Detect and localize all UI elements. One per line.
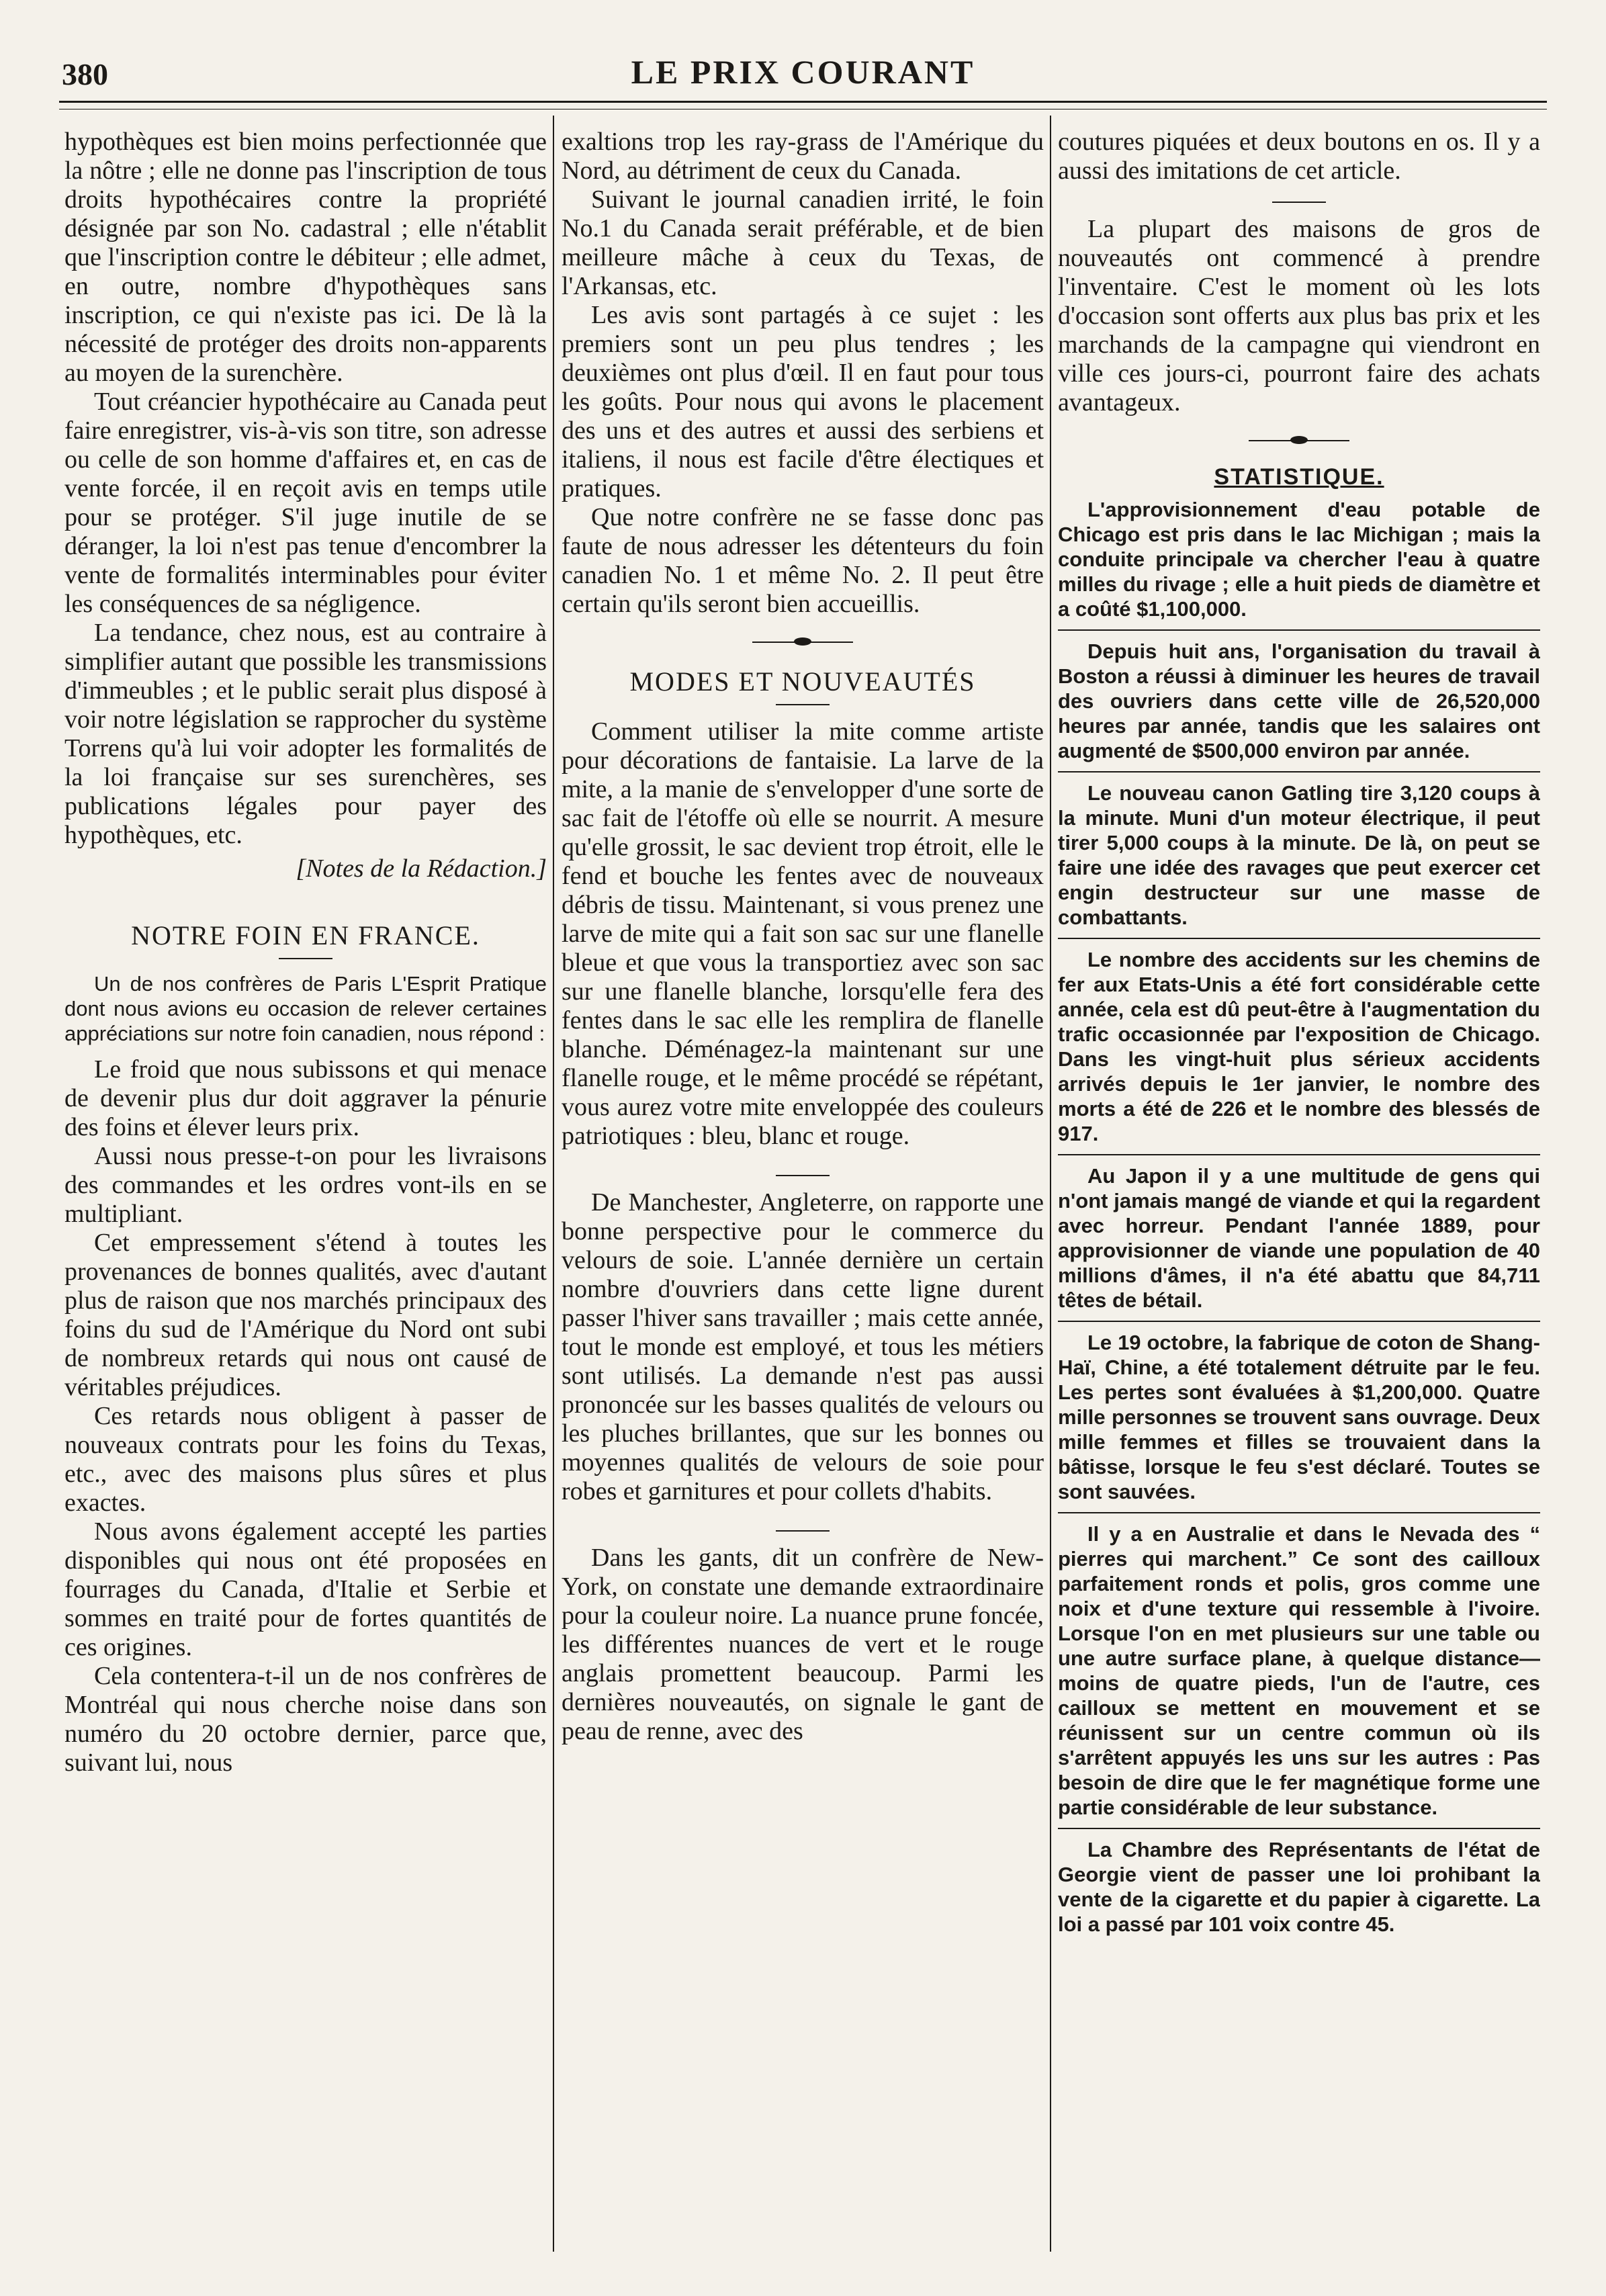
paragraph: Nous avons également accepté les parties disponibles qui nous ont été proposées en fourrages du Canada, d'Italie et Serbie et sommes en traité pour de fortes quantités de ces origines.	[64, 1517, 547, 1661]
paragraph: hypothèques est bien moins perfectionnée que la nôtre ; elle ne donne pas l'inscription de tous droits hypothécaires contre la propriété désignée par son No. cadastral ; elle n'établit que l'inscription contre le débiteur ; elle admet, en outre, nombre d'hypothèques sans inscription, ce qui n'existe pas ici. De là la nécessité de protéger des droits non-apparents au moyen de la surenchère.	[64, 128, 547, 387]
divider	[1058, 771, 1540, 772]
paragraph: Tout créancier hypothécaire au Canada peut faire enregistrer, vis-à-vis son titre, son adresse ou celle de son homme d'affaires et, en cas de vente forcée, il en reçoit avis en temps utile pour se protéger. S'il juge inutile de se déranger, la loi n'est pas tenue d'encombrer la vente de formalités interminables pour éviter les conséquences de sa négligence.	[64, 388, 547, 618]
divider	[279, 958, 332, 959]
stat-item: Le nombre des accidents sur les chemins de fer aux Etats-Unis a été fort considérable cette année, cela est dû peut-être à l'augmentation du trafic occasionnée par l'exposition de Chicago. Dans les vingt-huit plus sérieux accidents arrivés depuis le 1er janvier, le nombre des morts a été de 226 et le nombre des blessés de 917.	[1058, 948, 1540, 1145]
stat-item: Le nouveau canon Gatling tire 3,120 coups à la minute. Muni d'un moteur électrique, il peut tirer 5,000 coups à la minute. De là, on peut se faire une idée des ravages que peut exercer cet engin destructeur sur une masse de combattants.	[1058, 781, 1540, 929]
column-3	[1058, 128, 1540, 2257]
divider	[1058, 1154, 1540, 1155]
paragraph: Suivant le journal canadien irrité, le foin No.1 du Canada serait préférable, et de bien meilleure mâche à ceux du Texas, de l'Arkansas, etc.	[562, 185, 1044, 300]
divider	[776, 1175, 830, 1176]
divider	[1058, 1828, 1540, 1829]
column-1	[64, 128, 547, 2257]
signature: [Notes de la Rédaction.]	[296, 854, 547, 883]
section-heading: MODES ET NOUVEAUTÉS	[629, 666, 976, 697]
paragraph: Que notre confrère ne se fasse donc pas faute de nous adresser les détenteurs du foin canadien No. 1 et même No. 2. Il peut être certain qu'ils seront bien accueillis.	[562, 503, 1044, 618]
paragraph: Dans les gants, dit un confrère de New-York, on constate une demande extraordinaire pour la couleur noire. La nuance prune foncée, les différentes nuances de vert et le rouge anglais promettent beaucoup. Parmi les dernières nouveautés, on signale le gant de peau de renne, avec des	[562, 1544, 1044, 1745]
stat-item: Il y a en Australie et dans le Nevada des “ pierres qui marchent.” Ce sont des cailloux parfaitement ronds et polis, gros comme une noix et d'une texture qui ressemble à l'ivoire. Lorsque l'on en met plusieurs sur une table ou une autre surface plane, à quelque distance—moins de quatre pieds, l'un de l'autre, ces cailloux se mettent en mouvement et se réunissent sur un centre commun où ils s'arrêtent appuyés les uns sur les autres : Pas besoin de dire que le fer magnétique forme une partie considérable de leur substance.	[1058, 1522, 1540, 1819]
paragraph: Cela contentera-t-il un de nos confrères de Montréal qui nous cherche noise dans son numéro du 20 octobre dernier, parce que, suivant lui, nous	[64, 1662, 547, 1777]
stat-item: La Chambre des Représentants de l'état de Georgie vient de passer une loi prohibant la vente de la cigarette et du papier à cigarette. La loi a passé par 101 voix contre 45.	[1058, 1838, 1540, 1936]
column-rule-2	[1050, 116, 1051, 2252]
paragraph: Comment utiliser la mite comme artiste pour décorations de fantaisie. La larve de la mite, a la manie de s'envelopper d'une sorte de sac fait de l'étoffe où elle se nourrit. A mesure qu'elle grossit, le sac devient trop étroit, elle le fend et bouche les fentes avec de nouveaux débris de tissu. Maintenant, si vous prenez une larve de mite qui a fait son sac sur une flanelle bleue et que vous la transportiez avec son sac sur une flanelle blanche, lorsqu'elle fera des fentes dans le sac elle les remplira de flanelle blanche. Déménagez-la maintenant sur une flanelle rouge, et le même procédé se répétant, vous aurez votre mite enveloppée des couleurs patriotiques : bleu, blanc et rouge.	[562, 717, 1044, 1150]
divider	[776, 704, 830, 705]
page-title: LE PRIX COURANT	[631, 53, 975, 91]
paragraph: Cet empressement s'étend à toutes les provenances de bonnes qualités, avec d'autant plus de raison que nos marchés principaux des foins du sud de l'Amérique du Nord ont subi de nombreux retards qui nous ont causé de véritables préjudices.	[64, 1229, 547, 1401]
divider	[776, 1530, 830, 1532]
paragraph: La tendance, chez nous, est au contraire à simplifier autant que possible les transmissions d'immeubles ; et le public serait plus disposé à voir notre législation se rapprocher du système Torrens qu'à lui voir adopter les formalités de la loi française sur ses surenchères, ses publications légales pour payer des hypothèques, etc.	[64, 619, 547, 849]
column-2	[562, 128, 1044, 2257]
paragraph: exaltions trop les ray-grass de l'Amérique du Nord, au détriment de ceux du Canada.	[562, 128, 1044, 185]
section-heading: STATISTIQUE.	[1214, 464, 1384, 490]
paragraph: La plupart des maisons de gros de nouveautés ont commencé à prendre l'inventaire. C'est le moment où les lots d'occasion sont offerts aux plus bas prix et les marchands de la campagne qui viendront en ville ces jours-ci, pourront faire des achats avantageux.	[1058, 215, 1540, 416]
divider	[1058, 938, 1540, 939]
stat-item: Au Japon il y a une multitude de gens qui n'ont jamais mangé de viande et qui la regardent avec horreur. Pendant l'année 1889, pour approvisionner de viande une population de 40 millions d'âmes, il n'a été abattu que 84,711 têtes de bétail.	[1058, 1164, 1540, 1312]
stat-item: Le 19 octobre, la fabrique de coton de Shang-Haï, Chine, a été totalement détruite par le feu. Les pertes sont évaluées à $1,200,000. Quatre mille personnes se trouvent sans ouvrage. Deux mille femmes et filles se trouvaient dans la bâtisse, lorsque le feu s'est déclaré. Toutes se sont sauvées.	[1058, 1331, 1540, 1503]
column-rule-1	[553, 116, 554, 2252]
paragraph: coutures piquées et deux boutons en os. Il y a aussi des imitations de cet article.	[1058, 128, 1540, 185]
paragraph: Aussi nous presse-t-on pour les livraisons des commandes et les ordres vont-ils en se multipliant.	[64, 1142, 547, 1228]
divider	[1058, 629, 1540, 631]
stat-item: L'approvisionnement d'eau potable de Chicago est pris dans le lac Michigan ; mais la conduite principale va chercher l'eau à quatre milles du rivage ; elle a huit pieds de diamètre et a coûté $1,100,000.	[1058, 498, 1540, 621]
ornament-divider	[1249, 437, 1349, 444]
ornament-divider	[752, 639, 853, 646]
paragraph: Ces retards nous obligent à passer de nouveaux contrats pour les foins du Texas, etc., avec des maisons plus sûres et plus exactes.	[64, 1402, 547, 1517]
paragraph: De Manchester, Angleterre, on rapporte une bonne perspective pour le commerce du velours de soie. L'année dernière un certain nombre d'ouvriers dans cette ligne durent passer l'hiver sans travailler ; mais cette année, tout le monde est employé, et tous les métiers sont utilisés. La demande n'est pas aussi prononcée sur les basses qualités de velours ou les pluches brillantes, que sur les bonnes ou moyennes qualités de velours de soie pour robes et garnitures et pour collets d'habits.	[562, 1188, 1044, 1505]
stat-item: Depuis huit ans, l'organisation du travail à Boston a réussi à diminuer les heures de travail des ouvriers dans cette ville de 26,520,000 heures par année, tandis que les salaires ont augmenté de $500,000 environ par année.	[1058, 639, 1540, 762]
page-number: 380	[62, 57, 108, 91]
divider	[1058, 1512, 1540, 1513]
divider	[1272, 202, 1326, 203]
intro-paragraph: Un de nos confrères de Paris L'Esprit Pratique dont nous avions eu occasion de relever certaines appréciations sur notre foin canadien, nous répond :	[64, 972, 547, 1045]
paragraph: Les avis sont partagés à ce sujet : les premiers sont un peu plus tendres ; les deuxièmes ont plus d'œil. Il en faut pour tous les goûts. Pour nous qui avons le placement des uns et des autres et aussi des serbiens et italiens, il nous est facile d'être électiques et pratiques.	[562, 301, 1044, 502]
section-heading: NOTRE FOIN EN FRANCE.	[131, 920, 480, 951]
paragraph: Le froid que nous subissons et qui menace de devenir plus dur doit aggraver la pénurie des foins et élever leurs prix.	[64, 1055, 547, 1141]
top-rule	[59, 101, 1547, 103]
divider	[1058, 1321, 1540, 1322]
